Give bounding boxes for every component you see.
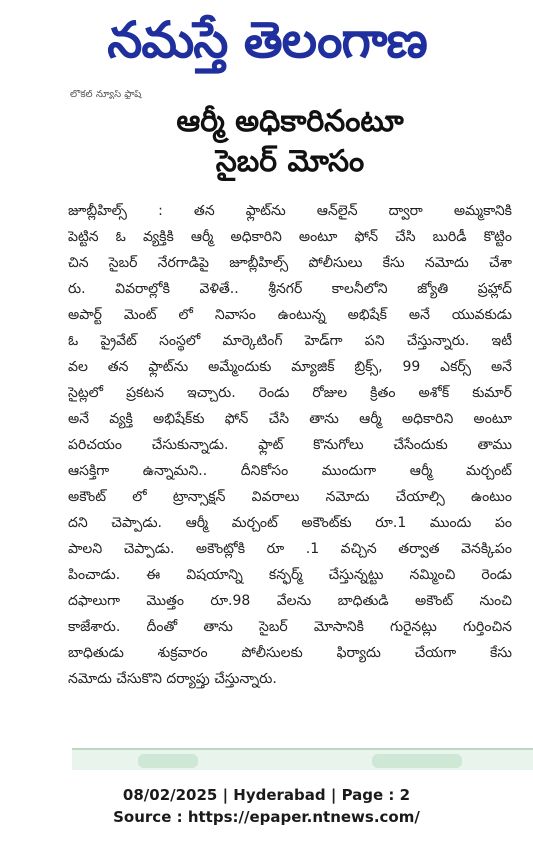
article-headline [64,102,516,182]
body-line: అపార్ట్ మెంట్ లో నివాసం ఉంటున్న అభిషేక్ అనే యువకుడు [68,307,512,323]
cut-off-previous-line: లోకల్ న్యూస్ ఫ్లాష్ [70,90,142,99]
body-line: సైట్లలో ప్రకటన ఇచ్చారు. రెండు రోజుల క్రితం అశోక్ కుమార్ [68,385,512,401]
body-line: అకౌంట్ లో ట్రాన్సాక్షన్ వివరాలు నమోదు చేయాల్సి ఉంటుం [68,489,512,505]
body-line: ఆసక్తిగా ఉన్నామని.. దీనికోసం ముందుగా ఆర్మీ మర్చంట్ [68,463,512,479]
source-line: Source : https://epaper.ntnews.com/ [113,808,420,826]
body-line: వల తన ఫ్లాట్‌ను అమ్మేందుకు మ్యాజిక్ బ్రిక్స్, 99 ఎకర్స్ అనే [68,359,512,375]
body-line: దని చెప్పాడు. ఆర్మీ మర్చంట్ అకౌంట్‌కు రూ.1 ముందు పం [68,515,512,531]
strip-graphic [372,754,462,768]
body-line: దఫాలుగా మొత్తం రూ.98 వేలను బాధితుడి అకౌంట్ నుంచి [68,593,512,609]
body-line: రు. వివరాల్లోకి వెళితే.. శ్రీనగర్ కాలనీలోని జ్యోతి ప్రహ్లాద్ [68,281,512,297]
body-line: కాజేశారు. దీంతో తాను సైబర్ మోసానికి గురైనట్లు గుర్తించిన [68,619,512,635]
body-line: పించాడు. ఈ విషయాన్ని కన్ఫర్మ్ చేస్తున్నట్టు నమ్మించి రెండు [68,567,512,583]
strip-graphic [138,754,198,768]
next-article-strip [72,748,533,770]
body-line: చిన సైబర్ నేరగాడిపై జూబ్లీహిల్స్ పోలీసులు కేసు నమోదు చేశా [68,255,512,271]
article-clipping [64,90,516,730]
body-line: పరిచయం చేసుకున్నాడు. ఫ్లాట్ కొనుగోలు చేసేందుకు తాము [68,437,512,453]
body-line: నమోదు చేసుకొని దర్యాప్తు చేస్తున్నారు. [68,671,277,687]
body-line: అనే వ్యక్తి అభిషేక్‌కు ఫోన్ చేసి తాను ఆర్మీ అధికారిని అంటూ [68,411,512,427]
body-line: బాధితుడు శుక్రవారం పోలీసులకు ఫిర్యాదు చేయగా కేసు [68,645,512,661]
body-line: పెట్టిన ఓ వ్యక్తికి ఆర్మీ అధికారిని అంటూ ఫోన్ చేసి బురిడీ కొట్టిం [68,229,512,245]
dateline: 08/02/2025 | Hyderabad | Page : 2 [122,786,411,804]
headline-line-1: ఆర్మీ అధికారినంటూ [176,104,404,139]
body-line: జూబ్లీహిల్స్ : తన ఫ్లాట్‌ను ఆన్‌లైన్ ద్వారా అమ్మకానికి [68,203,512,219]
newspaper-masthead: నమస్తే తెలంగాణ [107,11,427,69]
article-body [68,198,512,692]
body-line: ఓ ప్రైవేట్ సంస్థలో మార్కెటింగ్ హెడ్‌గా పని చేస్తున్నారు. ఇటీ [68,333,512,349]
body-line: పాలని చెప్పాడు. అకౌంట్లోకి రూ .1 వచ్చిన తర్వాత వెనక్కిపం [68,541,512,557]
headline-line-2: సైబర్ మోసం [215,144,365,179]
